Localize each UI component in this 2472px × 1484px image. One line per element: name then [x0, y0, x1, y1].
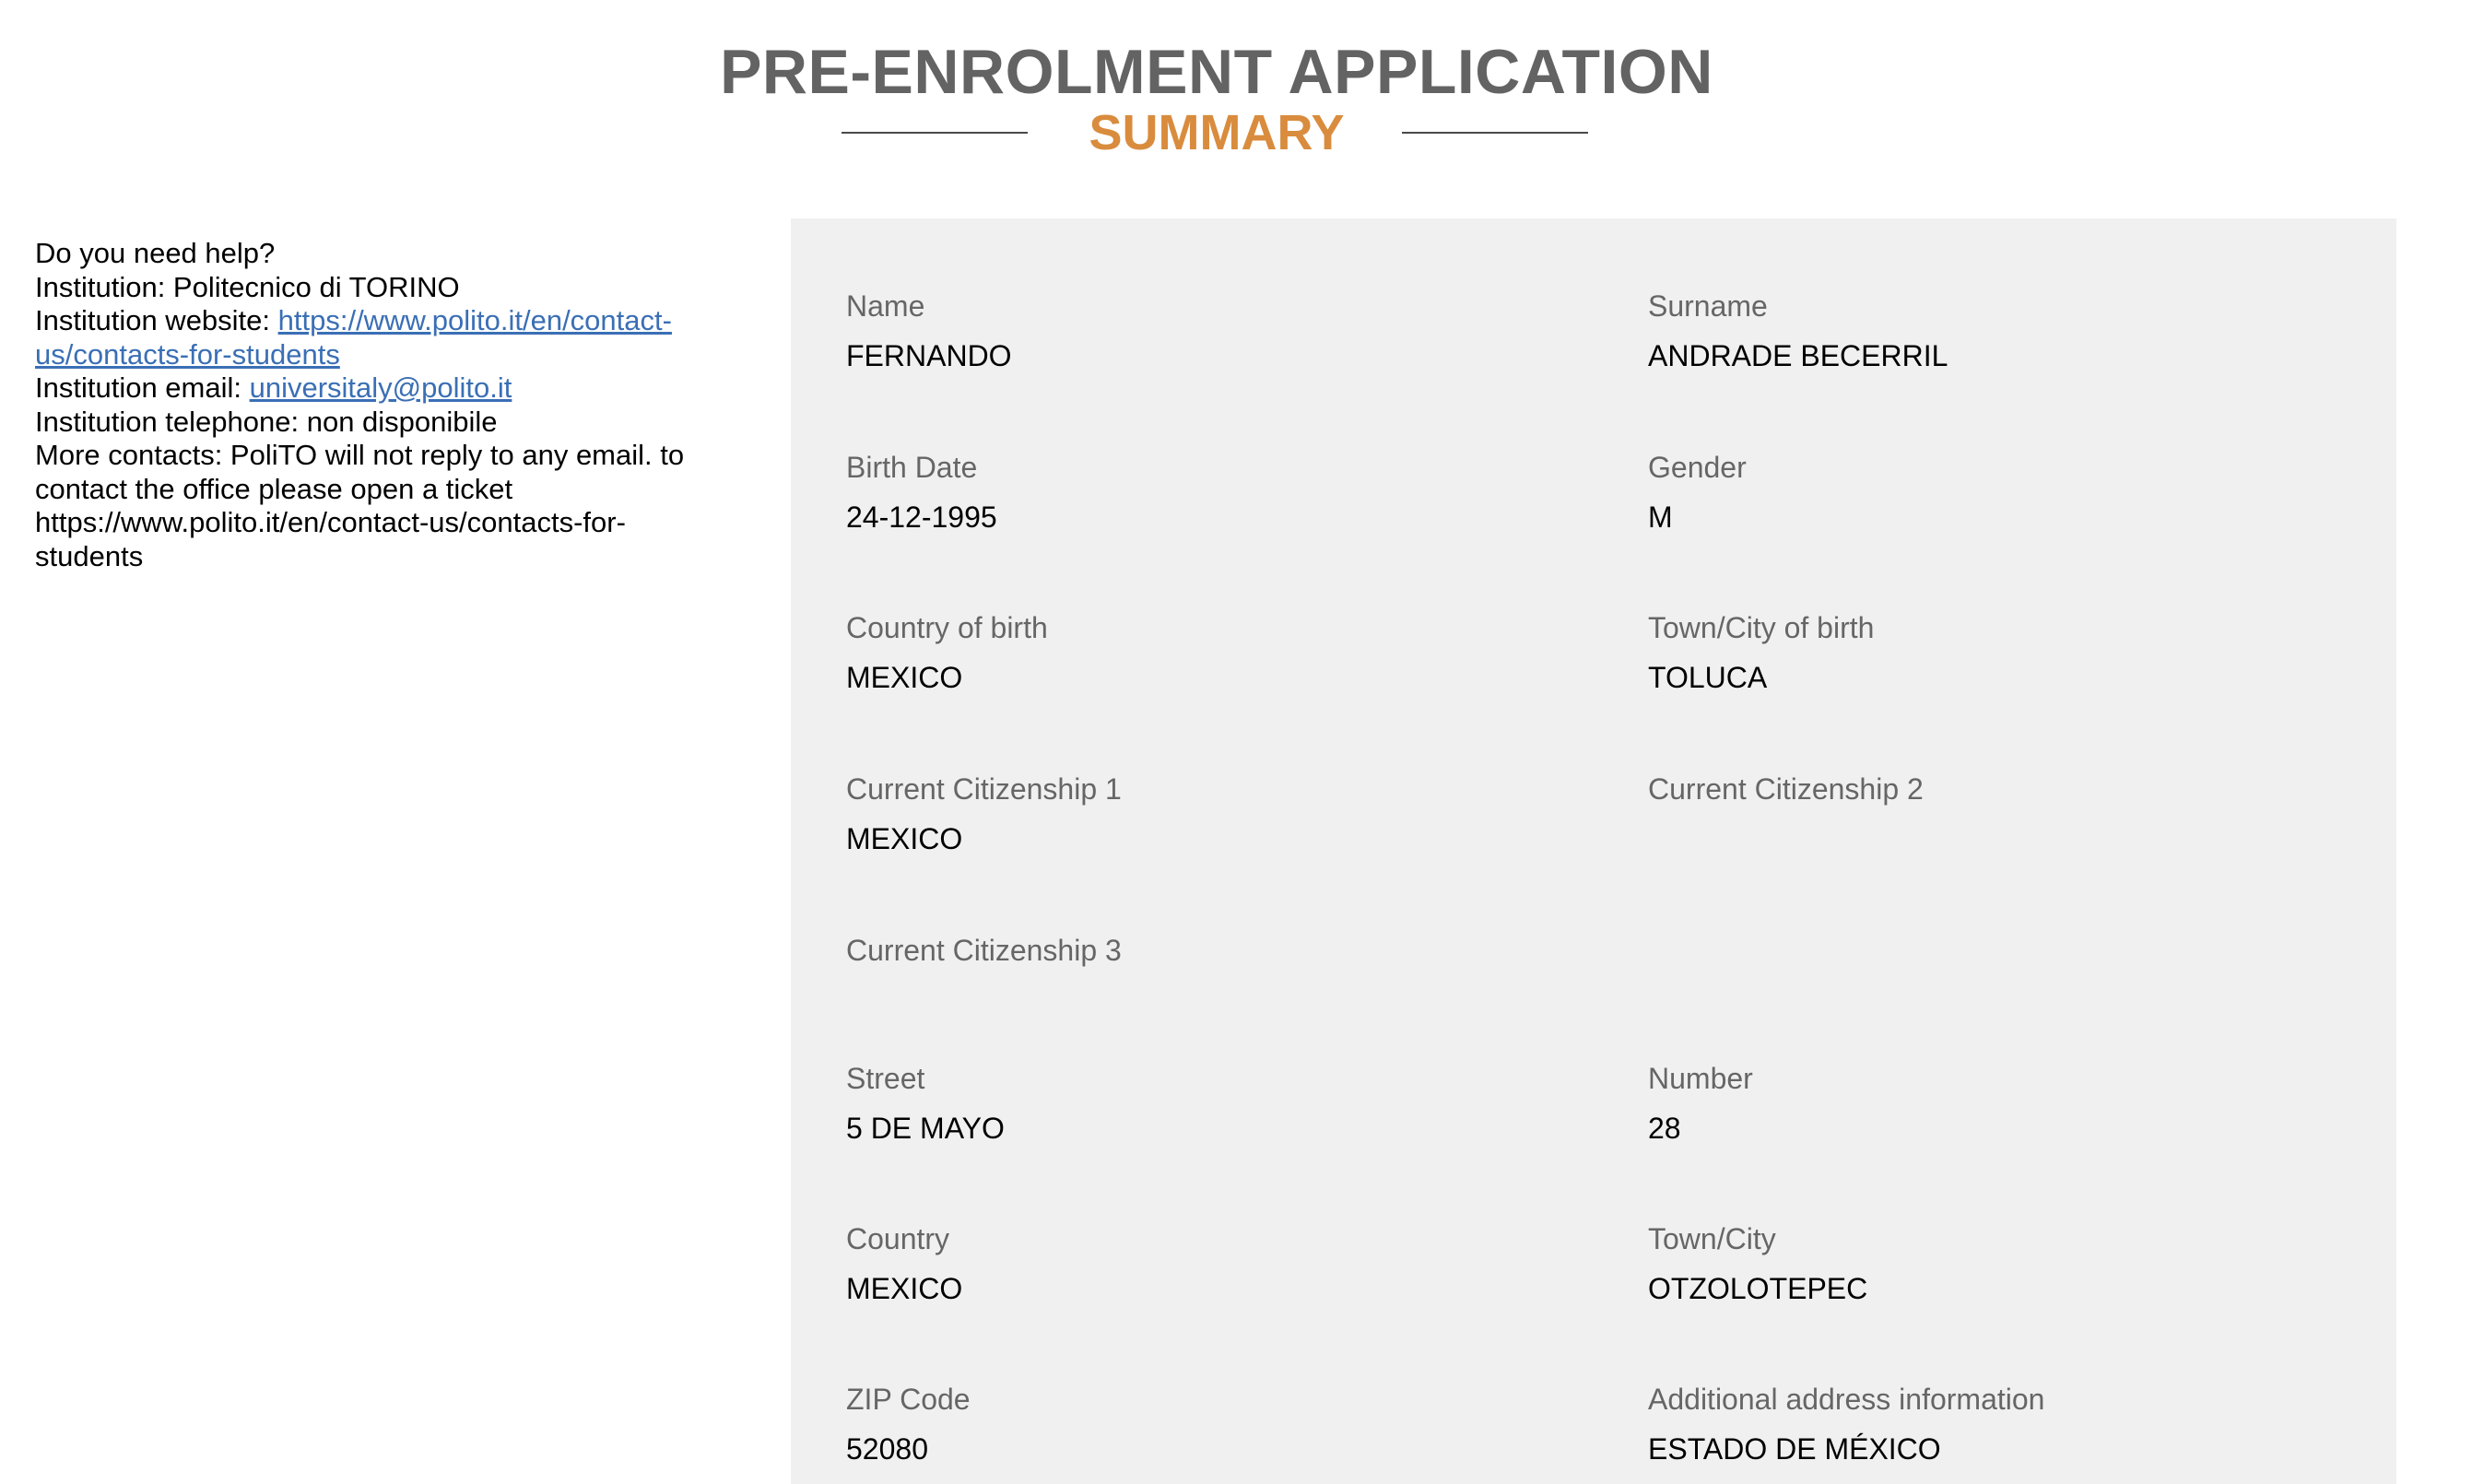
help-email-label: Institution email:: [35, 371, 250, 404]
field-label: Current Citizenship 2: [1648, 772, 1924, 806]
field-label: Additional address information: [1648, 1383, 2045, 1416]
help-more-line2: contact the office please open a ticket: [35, 472, 513, 505]
field-label: Street: [846, 1062, 925, 1095]
field-value: TOLUCA: [1648, 661, 1768, 694]
field-citizenship-2: [1648, 771, 2385, 856]
field-surname: [1648, 289, 2385, 373]
field-label: Name: [846, 289, 925, 323]
field-street: [846, 1061, 1583, 1146]
field-zip-code: [846, 1382, 1583, 1466]
page-subtitle: SUMMARY: [1089, 105, 1345, 160]
field-value: MEXICO: [846, 822, 963, 855]
help-question: Do you need help?: [35, 237, 276, 269]
help-website-link-line2: us/contacts-for-students: [35, 337, 340, 371]
help-institution: [35, 271, 736, 305]
help-email-link[interactable]: universitaly@polito.it: [249, 371, 512, 404]
field-country-of-birth: [846, 610, 1583, 695]
field-value: ANDRADE BECERRIL: [1648, 339, 1948, 372]
field-name: [846, 289, 1583, 373]
field-value: OTZOLOTEPEC: [1648, 1272, 1868, 1305]
field-gender: [1648, 450, 2385, 535]
field-label: Surname: [1648, 289, 1768, 323]
help-telephone: Institution telephone: non disponibile: [35, 405, 498, 438]
field-label: Country: [846, 1222, 950, 1255]
field-label: Current Citizenship 3: [846, 934, 1122, 967]
field-town: [1648, 1221, 2385, 1306]
field-citizenship-3: [846, 933, 1583, 1018]
help-more-line1: More contacts: PoliTO will not reply to any email. to: [35, 439, 685, 471]
summary-panel: [791, 218, 2396, 1484]
field-value: 52080: [846, 1432, 928, 1466]
field-number: [1648, 1061, 2385, 1146]
field-value: M: [1648, 501, 1673, 534]
field-label: Town/City of birth: [1648, 611, 1875, 644]
help-website-link-line1: https://www.polito.it/en/contact-: [277, 304, 672, 336]
field-value: MEXICO: [846, 661, 963, 694]
field-town-of-birth: [1648, 610, 2385, 695]
subtitle-divider-right: [1402, 132, 1588, 134]
field-label: Number: [1648, 1062, 1753, 1095]
field-value: ESTADO DE MÉXICO: [1648, 1432, 1941, 1466]
help-website: [35, 304, 736, 371]
field-label: Current Citizenship 1: [846, 772, 1122, 806]
field-value: MEXICO: [846, 1272, 963, 1305]
field-country: [846, 1221, 1583, 1306]
help-institution-label: Institution:: [35, 270, 173, 303]
field-value: FERNANDO: [846, 339, 1012, 372]
help-institution-name: Politecnico di TORINO: [172, 270, 460, 303]
page-title: PRE-ENROLMENT APPLICATION: [720, 37, 1713, 107]
help-panel: [35, 237, 736, 573]
field-value: 28: [1648, 1112, 1681, 1145]
field-label: Birth Date: [846, 451, 978, 484]
field-citizenship-1: [846, 771, 1583, 856]
field-additional-address: [1648, 1382, 2385, 1466]
field-value: [1648, 821, 2385, 856]
field-label: ZIP Code: [846, 1383, 971, 1416]
field-birth-date: [846, 450, 1583, 535]
help-website-label: Institution website:: [35, 304, 278, 336]
field-label: Gender: [1648, 451, 1747, 484]
page-header: [0, 0, 2433, 184]
field-value: 24-12-1995: [846, 501, 997, 534]
field-label: Town/City: [1648, 1222, 1776, 1255]
field-value: [846, 983, 1583, 1018]
help-more-line4: students: [35, 539, 144, 572]
help-more-line3: https://www.polito.it/en/contact-us/contacts-for-: [35, 506, 626, 538]
field-value: 5 DE MAYO: [846, 1112, 1005, 1145]
field-label: Country of birth: [846, 611, 1048, 644]
help-email: [35, 371, 736, 406]
